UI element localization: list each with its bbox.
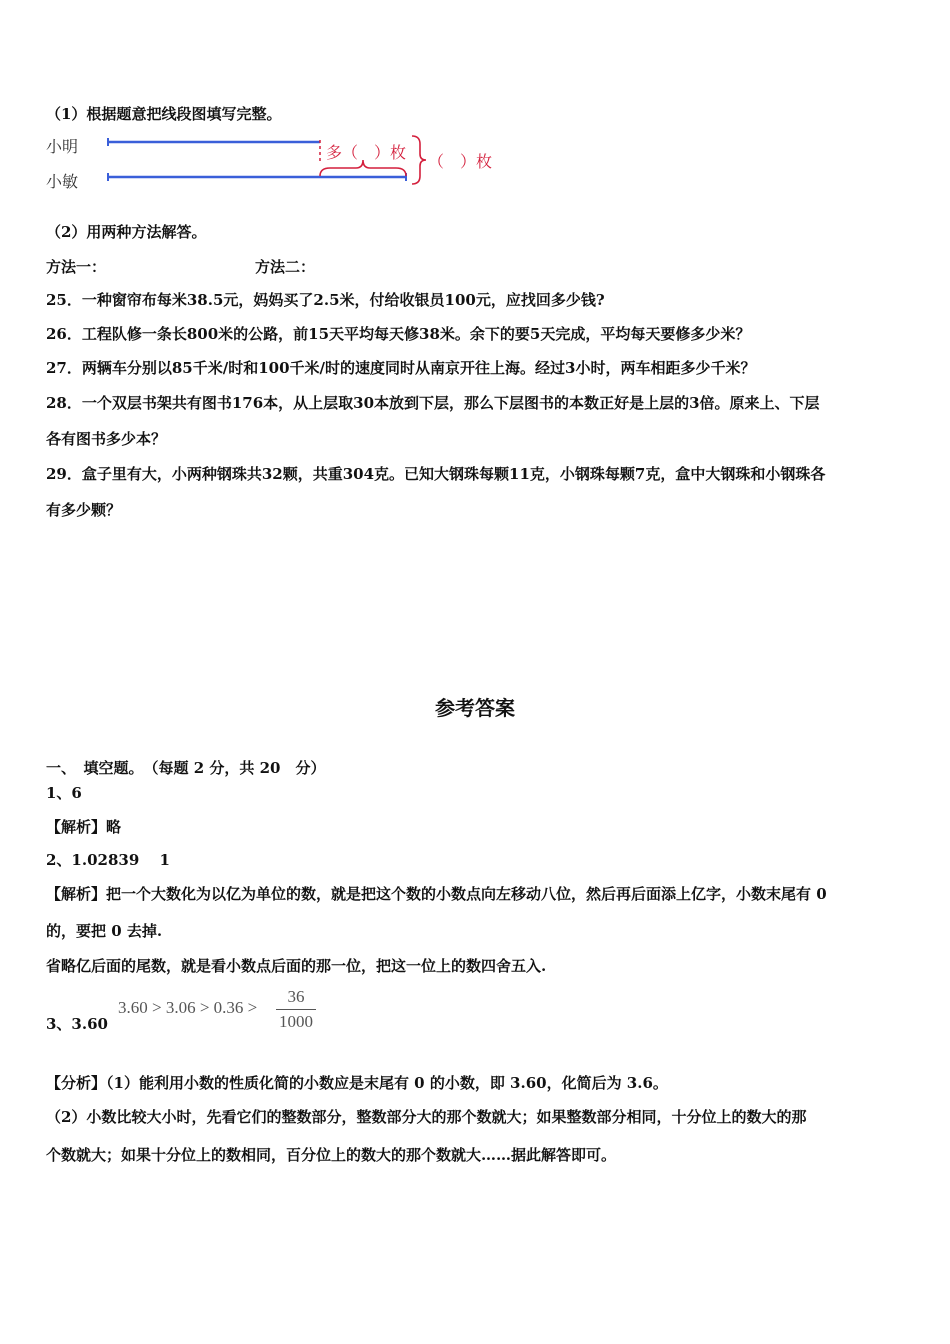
- question-29: 29．盒子里有大，小两种钢珠共32颗，共重304克。已知大钢珠每颗11克，小钢珠每颗7克，盒中大钢珠和小钢珠各: [46, 465, 826, 483]
- name-xiaoming: 小明: [46, 137, 79, 156]
- total-brace: [412, 136, 426, 184]
- answer-2: 2、1.02839 1: [46, 851, 170, 869]
- question-28-cont: 各有图书多少本？: [46, 430, 167, 448]
- method1-label: 方法一：: [46, 258, 107, 276]
- answer-1: 1、6: [46, 784, 82, 802]
- fraction-denominator: 1000: [279, 1012, 313, 1031]
- question-27: 27．两辆车分别以85千米/时和100千米/时的速度同时从南京开往上海。经过3小时，两车相距多少千米？: [46, 359, 756, 377]
- part1-label: （1）根据题意把线段图填写完整。: [46, 105, 282, 123]
- name-xiaomin: 小敏: [46, 172, 79, 191]
- answer-3-analysis-1: 【分析】（1）能利用小数的性质化简的小数应是末尾有 0 的小数，即 3.60，化简后为 3.6。: [46, 1074, 668, 1092]
- fraction-bar: [276, 1009, 316, 1010]
- inequality-chain: 3.60 > 3.06 > 0.36 >: [118, 998, 258, 1017]
- question-25: 25．一种窗帘布每米38.5元，妈妈买了2.5米，付给收银员100元，应找回多少钱?: [46, 291, 605, 309]
- section-1-header: 一、 填空题。 （每题 2 分，共 20 分）: [46, 759, 326, 777]
- more-label: 多（ ）枚: [326, 143, 407, 162]
- answer-3: 3、3.60: [46, 1015, 108, 1033]
- question-26: 26．工程队修一条长800米的公路，前15天平均每天修38米。余下的要5天完成，平均每天要修多少米？: [46, 325, 751, 343]
- answer-3-analysis-3: 个数就大；如果十分位上的数相同，百分位上的数大的那个数就大……据此解答即可。: [46, 1146, 617, 1164]
- answer-1-analysis: 【解析】略: [46, 818, 122, 836]
- question-29-cont: 有多少颗？: [46, 501, 122, 519]
- answer-2-analysis-1: 【解析】把一个大数化为以亿为单位的数，就是把这个数的小数点向左移动八位，然后再后面添上亿字，小数末尾有 0: [46, 885, 827, 903]
- fraction-numerator: 36: [287, 987, 305, 1006]
- answer-2-analysis-2: 的，要把 0 去掉.: [46, 922, 163, 940]
- part2-label: （2）用两种方法解答。: [46, 223, 207, 241]
- line-segment-diagram: [40, 128, 520, 196]
- question-28: 28．一个双层书架共有图书176本，从上层取30本放到下层，那么下层图书的本数正好是上层的3倍。原来上、下层: [46, 394, 820, 412]
- method2-label: 方法二：: [255, 258, 316, 276]
- total-label: （ ）枚: [428, 152, 493, 171]
- answer-3-analysis-2: （2）小数比较大小时，先看它们的整数部分，整数部分大的那个数就大；如果整数部分相同，十分位上的数大的那: [46, 1108, 807, 1126]
- answer-2-analysis-3: 省略亿后面的尾数，就是看小数点后面的那一位，把这一位上的数四舍五入.: [46, 957, 547, 975]
- answer-title: 参考答案: [435, 696, 515, 720]
